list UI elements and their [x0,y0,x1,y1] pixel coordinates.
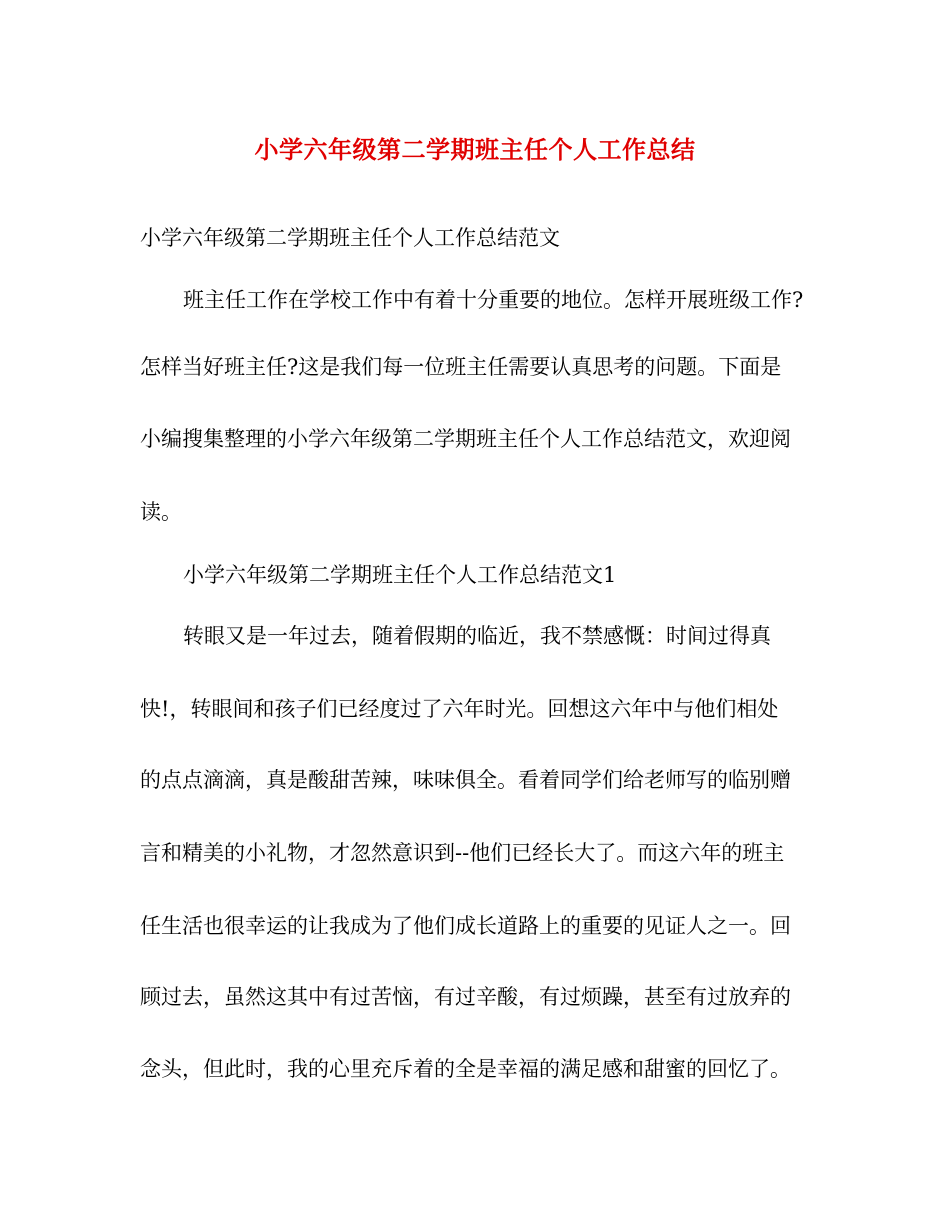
body-line-6: 顾过去，虽然这其中有过苦恼，有过辛酸，有过烦躁，甚至有过放弃的 [140,985,791,1009]
intro-line-3: 小编搜集整理的小学六年级第二学期班主任个人工作总结范文，欢迎阅 [140,427,791,451]
intro-line-4: 读。 [140,500,182,524]
body-line-1: 转眼又是一年过去，随着假期的临近，我不禁感慨：时间过得真 [183,624,771,648]
intro-line-2: 怎样当好班主任?这是我们每一位班主任需要认真思考的问题。下面是 [140,355,782,379]
document-subtitle: 小学六年级第二学期班主任个人工作总结范文 [140,226,560,250]
body-line-3: 的点点滴滴，真是酸甜苦辣，味味俱全。看着同学们给老师写的临别赠 [140,768,791,792]
body-line-4: 言和精美的小礼物，才忽然意识到--他们已经长大了。而这六年的班主 [140,841,785,865]
document-title: 小学六年级第二学期班主任个人工作总结 [254,135,696,164]
body-line-2: 快!，转眼间和孩子们已经度过了六年时光。回想这六年中与他们相处 [140,697,779,721]
body-line-5: 任生活也很幸运的让我成为了他们成长道路上的重要的见证人之一。回 [140,914,791,938]
section-heading: 小学六年级第二学期班主任个人工作总结范文1 [183,563,617,587]
body-line-7: 念头，但此时，我的心里充斥着的全是幸福的满足感和甜蜜的回忆了。 [140,1057,791,1081]
intro-line-1: 班主任工作在学校工作中有着十分重要的地位。怎样开展班级工作? [183,288,804,312]
